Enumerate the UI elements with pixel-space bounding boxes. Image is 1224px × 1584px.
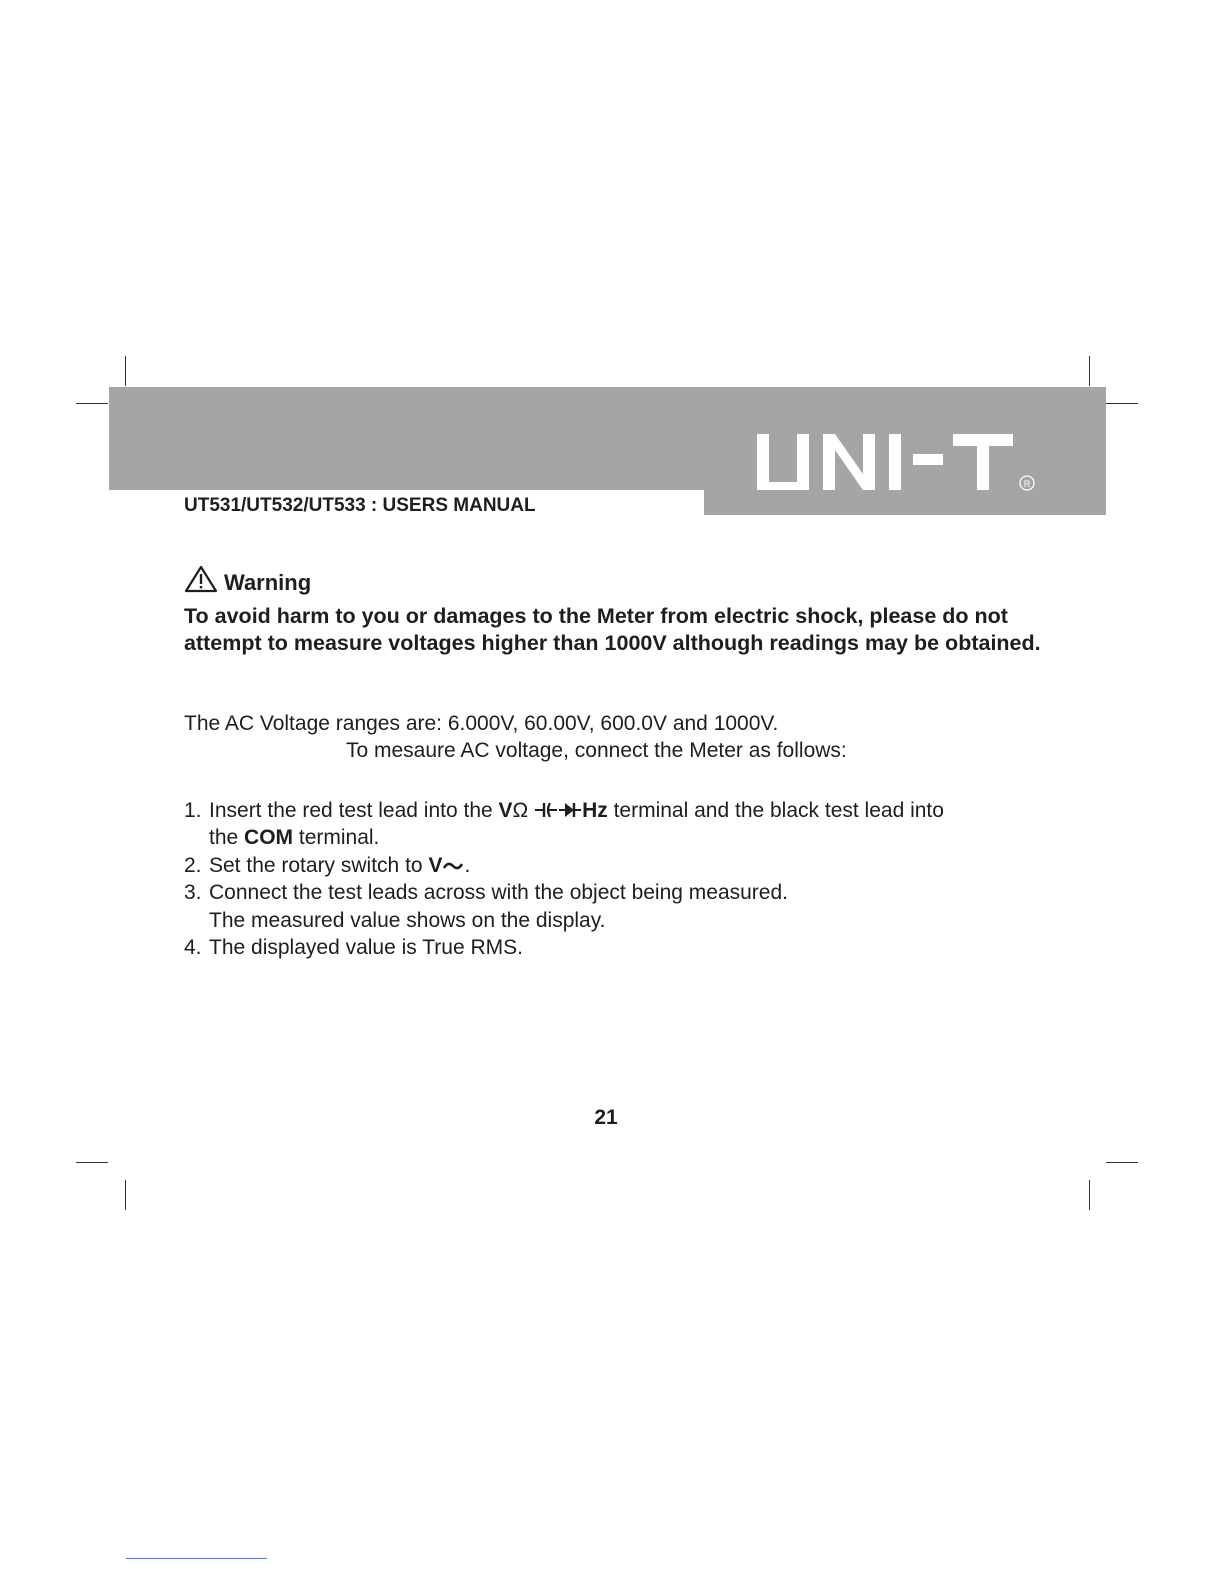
step-line: Connect the test leads across with the object being measured. — [209, 881, 788, 905]
warning-triangle-icon — [184, 565, 218, 593]
crop-mark — [76, 403, 108, 404]
svg-text:R: R — [1023, 479, 1031, 489]
terminal-com: COM — [244, 826, 294, 850]
crop-mark — [125, 1180, 126, 1210]
step-text: Set the rotary switch to — [209, 853, 429, 877]
step-line — [209, 852, 1044, 879]
crop-mark — [125, 356, 126, 386]
warning-heading-text: Warning — [224, 570, 312, 595]
ac-wave-icon — [442, 857, 464, 875]
footer-rule — [126, 1558, 267, 1559]
crop-mark — [1089, 1180, 1090, 1210]
list-item — [184, 797, 1044, 852]
step-line — [209, 797, 1044, 824]
crop-mark — [1106, 403, 1138, 404]
switch-v: V — [428, 853, 443, 877]
step-text: the — [209, 826, 245, 850]
terminal-omega: Ω — [512, 799, 529, 822]
step-number: 3. — [184, 881, 202, 905]
step-line: The measured value shows on the display. — [209, 908, 606, 932]
crop-mark — [1106, 1162, 1138, 1163]
ac-voltage-ranges: The AC Voltage ranges are: 6.000V, 60.00V, 600.0V and 1000V. — [184, 712, 779, 735]
warning-heading — [184, 565, 311, 596]
step-line: The displayed value is True RMS. — [209, 936, 523, 960]
step-text: . — [464, 853, 471, 877]
step-number: 4. — [184, 936, 202, 960]
page-number: 21 — [594, 1106, 618, 1129]
capacitor-icon — [534, 800, 558, 820]
brand-logo — [757, 434, 1039, 494]
connect-instruction: To mesaure AC voltage, connect the Meter as follows: — [346, 739, 847, 762]
step-line — [209, 824, 1044, 851]
step-number: 1. — [184, 799, 202, 822]
step-text: terminal. — [293, 826, 380, 850]
terminal-hz: Hz — [582, 799, 608, 822]
step-text: terminal and the black test lead into — [607, 799, 944, 822]
diode-icon — [558, 800, 582, 820]
step-text: Insert the red test lead into the — [209, 799, 499, 822]
list-item — [184, 852, 1044, 879]
terminal-v: V — [498, 799, 513, 822]
list-item — [184, 879, 1044, 934]
list-item — [184, 934, 1044, 961]
instruction-steps — [184, 797, 1044, 961]
manual-title: UT531/UT532/UT533 : USERS MANUAL — [184, 495, 536, 516]
step-number: 2. — [184, 853, 202, 877]
warning-body: To avoid harm to you or damages to the Meter from electric shock, please do not attempt to measure voltages higher than 1000V although readings may be obtained. — [184, 604, 1041, 655]
crop-mark — [76, 1162, 108, 1163]
crop-mark — [1089, 356, 1090, 386]
